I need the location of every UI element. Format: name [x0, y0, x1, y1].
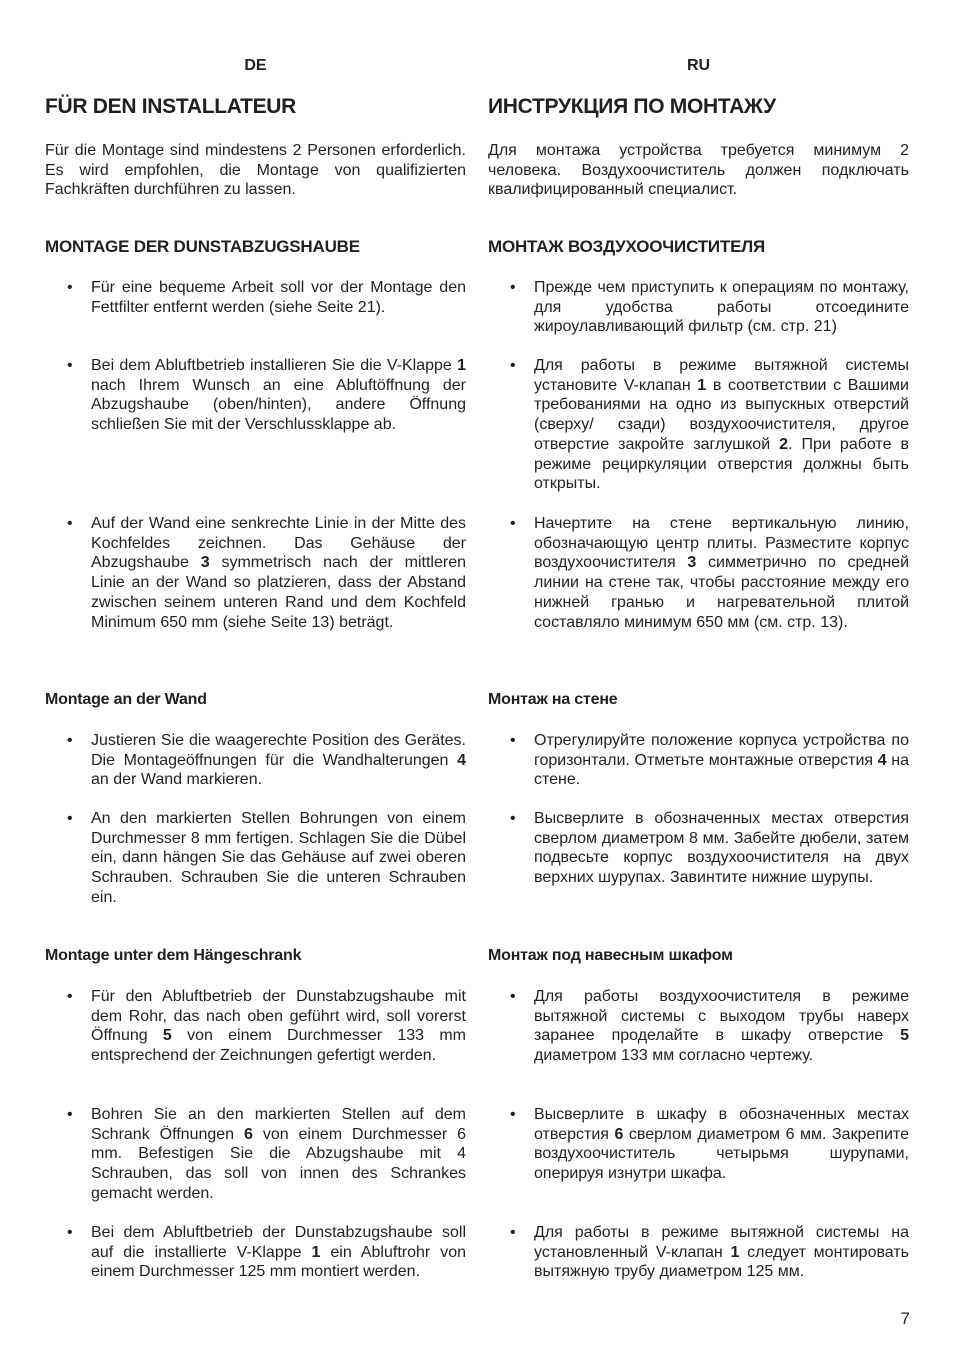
item-text: symmetrisch nach der mittleren Linie an der Wand so platzieren, dass der Abstand zwischen seinem unteren Rand und dem Kochfeld Minimum 650 mm (siehe Seite 13) beträgt.: [91, 554, 466, 631]
part-number: 1: [730, 1243, 740, 1261]
section-title-ru: МОНТАЖ ВОЗДУХООЧИСТИТЕЛЯ: [488, 237, 765, 256]
item-text: Bei dem Abluftbetrieb der Dunstabzugshaube soll auf die installierte V-Klappe: [91, 1224, 466, 1261]
bullet-icon: •: [510, 732, 516, 749]
bullet-icon: •: [510, 1224, 516, 1241]
part-number: 6: [243, 1125, 253, 1143]
part-number: 3: [687, 554, 697, 572]
item-text: an der Wand markieren.: [91, 771, 263, 789]
subsection-title-cabinet-de: Montage unter dem Hängeschrank: [45, 947, 302, 964]
subsection-title-wall-de: Montage an der Wand: [45, 691, 207, 708]
bullet-icon: •: [67, 1224, 73, 1241]
list-item: [488, 1105, 909, 1184]
bullet-icon: •: [510, 357, 516, 374]
item-text: Начертите на стене вертикальную линию, обозначающую центр плиты. Разместите корпус воздухоочистителя: [534, 515, 909, 572]
list-item: [488, 731, 909, 790]
item-text: Bohren Sie an den markierten Stellen auf dem Schrank Öffnungen: [91, 1106, 466, 1143]
item-text: ein Abluftrohr von einem Durchmesser 125 mm montiert werden.: [91, 1243, 467, 1281]
intro-paragraph-ru: Для монтажа устройства требуется минимум 2 человека. Воздухоочиститель должен подключать квалифицированный специалист.: [488, 142, 909, 199]
item-text: на стене.: [534, 751, 909, 789]
item-text: von einem Durchmesser 6 mm. Befestigen Sie die Abzugshaube mit 4 Schrauben, das soll von innen des Schrankes gemacht werden.: [91, 1125, 466, 1202]
item-text: Für den Abluftbetrieb der Dunstabzugshaube mit dem Rohr, das nach oben geführt wird, soll vorerst Öffnung: [91, 988, 466, 1045]
list-item: [488, 356, 909, 494]
item-text: Für eine bequeme Arbeit soll vor der Montage den Fettfilter entfernt werden (siehe Seite 21).: [91, 279, 466, 316]
item-text: Justieren Sie die waagerechte Position des Gerätes. Die Montageöffnungen für die Wandhalterungen: [91, 732, 466, 769]
part-number: 5: [900, 1027, 909, 1045]
bullet-icon: •: [67, 732, 73, 749]
part-number: 2: [779, 435, 789, 453]
part-number: 3: [200, 554, 210, 572]
item-text: сверлом диаметром 6 мм. Закрепите воздухоочиститель четырьмя шурупами, оперируя изнутри шкафа.: [534, 1125, 909, 1183]
page-title-ru: ИНСТРУКЦИЯ ПО МОНТАЖУ: [488, 95, 776, 118]
bullet-icon: •: [67, 810, 73, 827]
subsection-title-wall-ru: Монтаж на стене: [488, 691, 618, 708]
bullet-icon: •: [510, 988, 516, 1005]
list-item: [45, 356, 466, 435]
bullet-icon: •: [510, 810, 516, 827]
list-item: [45, 278, 466, 317]
bullet-icon: •: [67, 357, 73, 374]
subsection-title-cabinet-ru: Монтаж под навесным шкафом: [488, 947, 733, 964]
part-number: 6: [614, 1125, 624, 1143]
item-text: . При работе в режиме рециркуляции отверстия должны быть открыты.: [534, 435, 910, 493]
bullet-icon: •: [67, 515, 73, 532]
list-item: [45, 514, 466, 632]
list-item: [45, 1105, 466, 1204]
section-title-de: MONTAGE DER DUNSTABZUGSHAUBE: [45, 237, 360, 256]
bullet-icon: •: [510, 1106, 516, 1123]
item-text: von einem Durchmesser 133 mm entsprechend der Zeichnungen gefertigt werden.: [91, 1027, 466, 1065]
part-number: 1: [697, 376, 707, 394]
item-text: диаметром 133 мм согласно чертежу.: [534, 1047, 814, 1065]
intro-paragraph-de: Für die Montage sind mindestens 2 Personen erforderlich. Es wird empfohlen, die Montage von qualifizierten Fachkräften durchführen zu lassen.: [45, 142, 466, 199]
part-number: 4: [877, 751, 887, 769]
list-item: [45, 1223, 466, 1282]
item-text: Bei dem Abluftbetrieb installieren Sie die V-Klappe: [91, 357, 458, 374]
item-text: симметрично по средней линии на стене так, чтобы расстояние между его нижней гранью и нагревательной плитой составляло минимум 650 мм (см. стр. 13).: [534, 554, 910, 631]
list-item: [488, 987, 909, 1066]
item-text: Высверлите в обозначенных местах отверстия сверлом диаметром 8 мм. Забейте дюбели, затем подвесьте корпус воздухоочистителя на двух верхних шурупах. Завинтите нижние шурупы.: [534, 810, 909, 887]
list-item: [488, 278, 909, 337]
part-number: 5: [162, 1027, 172, 1045]
bullet-icon: •: [510, 279, 516, 296]
item-text: Для работы в режиме вытяжной системы на установленный V-клапан: [534, 1224, 909, 1261]
item-text: An den markierten Stellen Bohrungen von einem Durchmesser 8 mm fertigen. Schlagen Sie die Dübel ein, dann hängen Sie das Gehäuse auf zwei oberen Schrauben. Schrauben Sie die unteren Schrauben ein.: [91, 810, 466, 906]
list-item: [488, 1223, 909, 1282]
bullet-icon: •: [67, 1106, 73, 1123]
list-item: [45, 731, 466, 790]
item-text: в соответствии с Вашими требованиями на одно из выпускных отверстий (сверху/ сзади) воздухоочистителя, другое отверстие закройте заглушкой: [534, 376, 909, 453]
item-text: следует монтировать вытяжную трубу диаметром 125 мм.: [534, 1243, 909, 1281]
item-text: Высверлите в шкафу в обозначенных местах отверстия: [534, 1106, 909, 1143]
item-text: nach Ihrem Wunsch an eine Abluftöffnung der Abzugshaube (oben/hinten), andere Öffnung schließen Sie mit der Verschlussklappe ab.: [91, 376, 466, 434]
item-text: Отрегулируйте положение корпуса устройства по горизонтали. Отметьте монтажные отверстия: [534, 732, 909, 769]
page-title-de: FÜR DEN INSTALLATEUR: [45, 95, 297, 118]
list-item: [45, 987, 466, 1066]
part-number: 1: [457, 357, 466, 374]
page-number: 7: [900, 1309, 910, 1328]
part-number: 1: [311, 1243, 321, 1261]
item-text: Для работы в режиме вытяжной системы установите V-клапан: [534, 357, 909, 394]
item-text: Прежде чем приступить к операциям по монтажу, для удобства работы отсоедините жироулавливающий фильтр (см. стр. 21): [534, 279, 909, 336]
language-label-de: DE: [244, 57, 267, 74]
bullet-icon: •: [510, 515, 516, 532]
list-item: [488, 514, 909, 632]
language-label-ru: RU: [686, 57, 711, 74]
list-item: [488, 809, 909, 888]
bullet-icon: •: [67, 988, 73, 1005]
list-item: [45, 809, 466, 908]
part-number: 4: [457, 751, 466, 769]
item-text: Auf der Wand eine senkrechte Linie in der Mitte des Kochfeldes zeichnen. Das Gehäuse der Abzugshaube: [91, 515, 466, 572]
item-text: Для работы воздухоочистителя в режиме вытяжной системы с выходом трубы наверх заранее проделайте в шкафу отверстие: [534, 988, 909, 1045]
bullet-icon: •: [67, 279, 73, 296]
